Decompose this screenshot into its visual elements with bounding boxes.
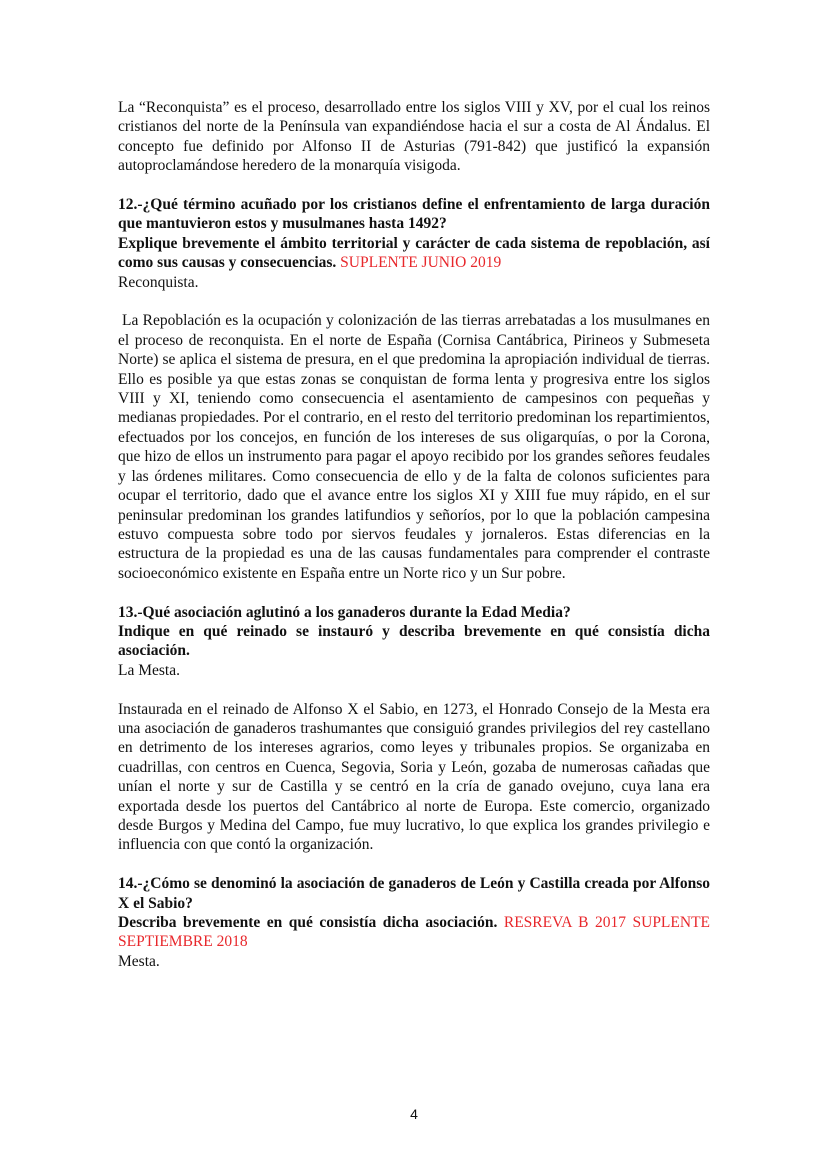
q12-question-text: 12.-¿Qué término acuñado por los cristianos define el enfrentamiento de larga duración que mantuvieron estos y musulmanes hasta 1492? bbox=[118, 196, 710, 233]
q14-subquestion: Describa brevemente en qué consistía dicha asociación. bbox=[118, 913, 498, 931]
intro-paragraph: La “Reconquista” es el proceso, desarrollado entre los siglos VIII y XV, por el cual los reinos cristianos del norte de la Península van expandiéndose hacia el sur a costa de Al Ándalus. El concepto fue definido por Alfonso II de Asturias (791-842) que justificó la expansión autoproclamándose heredero de la monarquía visigoda. bbox=[118, 99, 710, 175]
q13-subquestion: Indique en qué reinado se instauró y describa brevemente en qué consistía dicha asociación. bbox=[118, 622, 710, 660]
q14-question-text: 14.-¿Cómo se denominó la asociación de ganaderos de León y Castilla creada por Alfonso X el Sabio? bbox=[118, 875, 710, 912]
q13-question-text: 13.-Qué asociación aglutinó a los ganaderos durante la Edad Media? bbox=[118, 603, 571, 621]
q14-question bbox=[118, 874, 710, 952]
q14-short-answer: Mesta. bbox=[118, 952, 160, 970]
q13-question bbox=[118, 603, 710, 661]
q13-answer: Instaurada en el reinado de Alfonso X el Sabio, en 1273, el Honrado Consejo de la Mesta era una asociación de ganaderos trashumantes que consiguió grandes privilegios del rey castellano en detrimento de los intereses agrarios, como leyes y tribunales propios. Se organizaba en cuadrillas, con centros en Cuenca, Segovia, Soria y León, gozaba de numerosas cañadas que unían el norte y sur de Castilla y se centró en la cría de ganado ovejuno, cuya lana era exportada desde los puertos del Cantábrico al norte de Europa. Este comercio, organizado desde Burgos y Medina del Campo, fue muy lucrativo, lo que explica los grandes privilegio e influencia con que contó la organización. bbox=[118, 700, 710, 854]
q12-answer: La Repoblación es la ocupación y colonización de las tierras arrebatadas a los musulmanes en el proceso de reconquista. En el norte de España (Cornisa Cantábrica, Pirineos y Submeseta Norte) se aplica el sistema de presura, en el que predomina la apropiación individual de tierras. Ello es posible ya que estas zonas se conquistan de forma lenta y progresiva entre los siglos VIII y XI, teniendo como consecuencia el asentamiento de campesinos con pequeñas y medianas propiedades. Por el contrario, en el resto del territorio predominan los repartimientos, efectuados por los concejos, en función de los intereses de sus oligarquías, o por la Corona, que hizo de ellos un instrumento para pagar el apoyo recibido por los grandes señores feudales y las órdenes militares. Como consecuencia de ello y de la falta de colonos suficientes para ocupar el territorio, dado que el avance entre los siglos XI y XIII fue muy rápido, en el sur peninsular predominan los grandes latifundios y señoríos, por lo que la población campesina estuvo compuesta sobre todo por siervos feudales y jornaleros. Estas diferencias en la estructura de la propiedad es una de las causas fundamentales para comprender el contraste socioeconómico existente en España entre un Norte rico y un Sur pobre. bbox=[118, 312, 710, 582]
q12-subquestion: Explique brevemente el ámbito territorial y carácter de cada sistema de repoblación, así como sus causas y consecuencias. bbox=[118, 234, 710, 272]
q13-short-answer: La Mesta. bbox=[118, 661, 180, 679]
q12-short-answer: Reconquista. bbox=[118, 273, 199, 291]
q14-exam-tag: RESREVA B 2017 SUPLENTE SEPTIEMBRE 2018 bbox=[118, 913, 711, 951]
page-number: 4 bbox=[410, 1106, 418, 1122]
document-page bbox=[118, 98, 710, 971]
q12-exam-tag: SUPLENTE JUNIO 2019 bbox=[340, 254, 502, 272]
q12-question bbox=[118, 195, 710, 273]
